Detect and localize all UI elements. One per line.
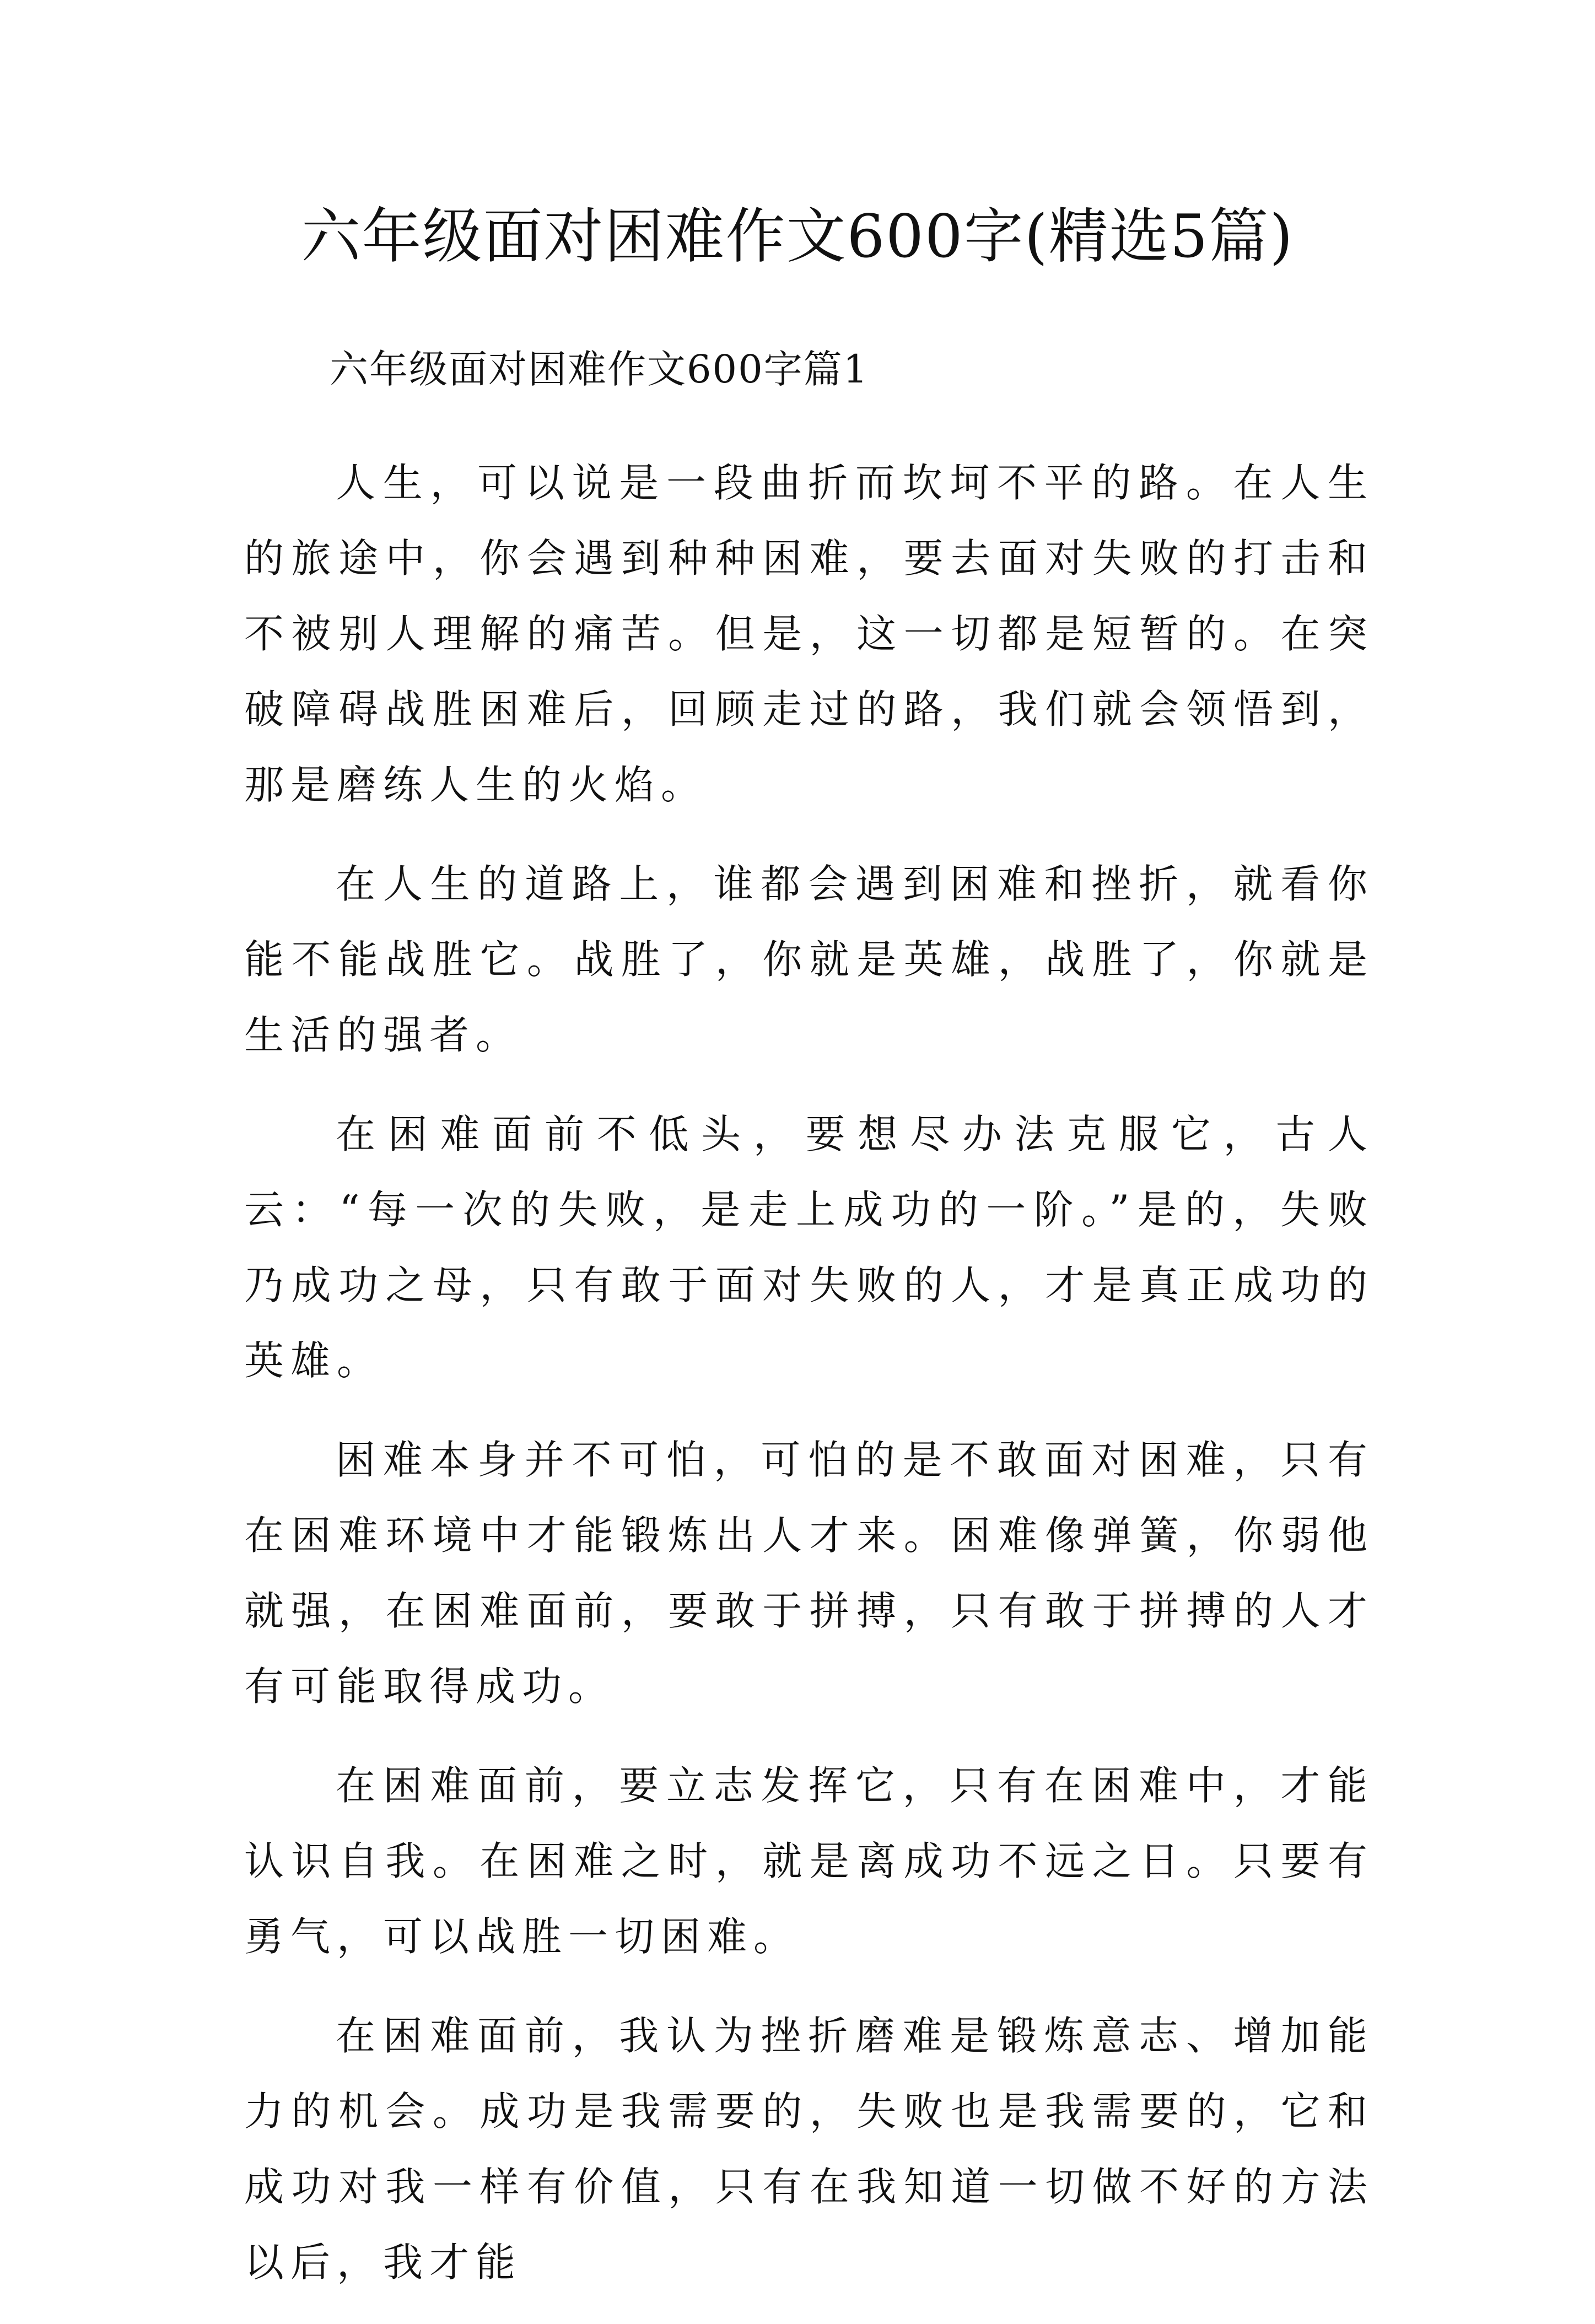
paragraph: 在困难面前，我认为挫折磨难是锻炼意志、增加能力的机会。成功是我需要的，失败也是我需要的，它和成功对我一样有价值，只有在我知道一切做不好的方法以后，我才能 (244, 2013, 1374, 2285)
body-text (244, 445, 1374, 2324)
paragraph: 人生，可以说是一段曲折而坎坷不平的路。在人生的旅途中，你会遇到种种困难，要去面对失败的打击和不被别人理解的痛苦。但是，这一切都是短暂的。在突破障碍战胜困难后，回顾走过的路，我们就会领悟到，那是磨练人生的火焰。 (244, 460, 1374, 808)
paragraph: 在困难面前，要立志发挥它，只有在困难中，才能认识自我。在困难之时，就是离成功不远之日。只要有勇气，可以战胜一切困难。 (244, 1762, 1374, 1960)
paragraph: 在困难面前不低头，要想尽办法克服它，古人云：“每一次的失败，是走上成功的一阶。”是的，失败乃成功之母，只有敢于面对失败的人，才是真正成功的英雄。 (244, 1111, 1374, 1384)
section-heading: 六年级面对困难作文600字篇1 (330, 347, 869, 392)
paragraph: 困难本身并不可怕，可怕的是不敢面对困难，只有在困难环境中才能锻炼出人才来。困难像弹簧，你弱他就强，在困难面前，要敢于拼搏，只有敢于拼搏的人才有可能取得成功。 (244, 1437, 1374, 1710)
paragraph: 在人生的道路上，谁都会遇到困难和挫折，就看你能不能战胜它。战胜了，你就是英雄，战胜了，你就是生活的强者。 (244, 861, 1374, 1058)
document-title: 六年级面对困难作文600字(精选5篇) (301, 202, 1294, 271)
